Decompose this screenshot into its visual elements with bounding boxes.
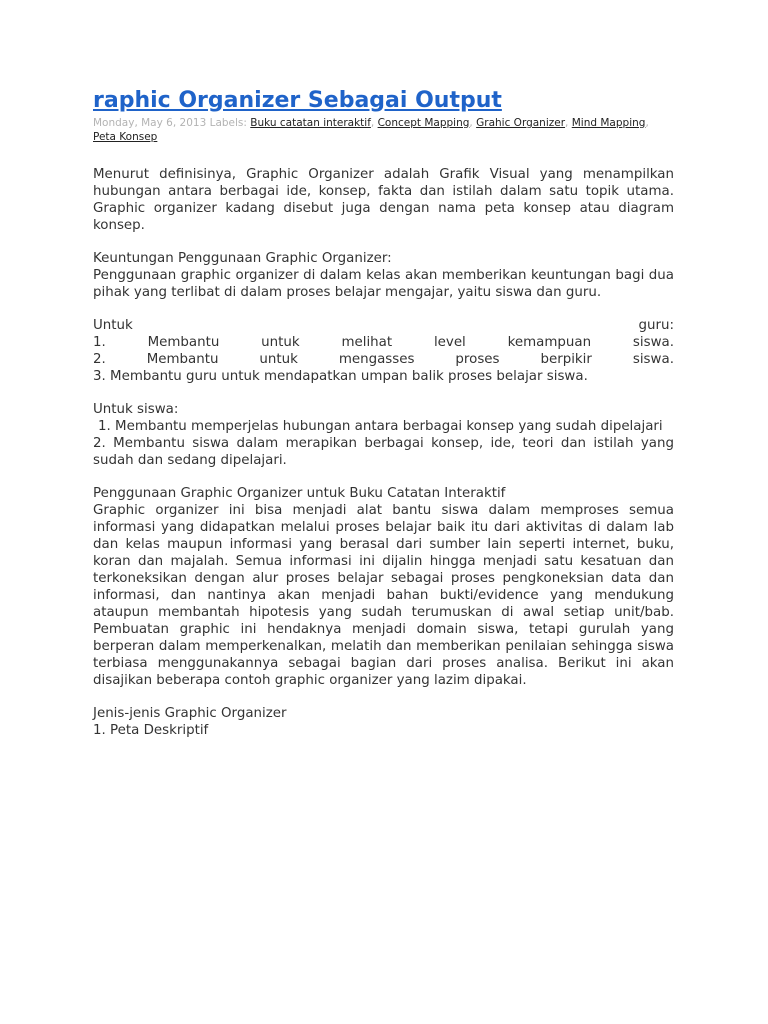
word: melihat <box>341 335 393 350</box>
word: siswa. <box>632 335 674 350</box>
word: berpikir <box>540 352 592 367</box>
word: 2. <box>93 352 106 367</box>
label-link-concept-mapping[interactable]: Concept Mapping <box>377 117 470 129</box>
word: Membantu <box>146 352 219 367</box>
advantages-heading: Keuntungan Penggunaan Graphic Organizer: <box>93 251 392 266</box>
teacher-heading-word: Untuk <box>93 318 133 333</box>
labels-prefix: Labels: <box>209 117 247 129</box>
interactive-notebook-section <box>93 485 674 689</box>
word: untuk <box>261 335 300 350</box>
word: 1. <box>93 335 106 350</box>
student-section <box>93 401 674 469</box>
teacher-item-1 <box>93 334 674 351</box>
word: Membantu <box>147 335 220 350</box>
post-meta <box>93 116 674 144</box>
label-separator: , <box>370 117 378 129</box>
label-link-peta-konsep[interactable]: Peta Konsep <box>93 131 158 143</box>
label-separator: , <box>645 117 649 129</box>
post-title-link[interactable]: raphic Organizer Sebagai Output <box>93 88 502 113</box>
advantages-section <box>93 250 674 301</box>
label-link-buku-catatan-interaktif[interactable]: Buku catatan interaktif <box>250 117 371 129</box>
definition-paragraph: Menurut definisinya, Graphic Organizer adalah Grafik Visual yang menampilkan hubungan antara berbagai ide, konsep, fakta dan istilah dalam satu topik utama. Graphic organizer kadang disebut juga dengan nama peta konsep atau diagram konsep. <box>93 167 674 233</box>
student-heading: Untuk siswa: <box>93 402 179 417</box>
teacher-item-3: 3. Membantu guru untuk mendapatkan umpan balik proses belajar siswa. <box>93 369 588 384</box>
word: level <box>433 335 466 350</box>
label-separator: , <box>565 117 572 129</box>
interactive-notebook-heading: Penggunaan Graphic Organizer untuk Buku Catatan Interaktif <box>93 486 506 501</box>
word: siswa. <box>632 352 674 367</box>
label-link-grahic-organizer[interactable]: Grahic Organizer <box>476 117 566 129</box>
word: kemampuan <box>507 335 592 350</box>
interactive-notebook-text: Graphic organizer ini bisa menjadi alat bantu siswa dalam memproses semua informasi yang didapatkan melalui proses belajar baik itu dari aktivitas di dalam lab dan kelas maupun informasi yang berasal dari sumber lain seperti internet, buku, koran dan majalah. Semua informasi ini dijalin hingga menjadi satu kesatuan dan terkoneksikan dengan alur proses belajar sebagai proses pengkoneksian data dan informasi, dan nantinya akan menjadi bahan bukti/evidence yang mendukung ataupun membantah hipotesis yang sudah terumuskan di awal setiap unit/bab. Pembuatan graphic ini hendaknya menjadi domain siswa, tetapi gurulah yang berperan dalam memperkenalkan, melatih dan memberikan penilaian sehingga siswa terbiasa menggunakannya sebagai bagian dari proses analisa. Berikut ini akan disajikan beberapa contoh graphic organizer yang lazim dipakai. <box>93 503 674 688</box>
teacher-heading <box>93 317 674 334</box>
teacher-section <box>93 317 674 385</box>
types-section <box>93 705 674 739</box>
types-heading: Jenis-jenis Graphic Organizer <box>93 706 287 721</box>
student-item-2: 2. Membantu siswa dalam merapikan berbagai konsep, ide, teori dan istilah yang sudah dan sedang dipelajari. <box>93 436 674 468</box>
label-link-mind-mapping[interactable]: Mind Mapping <box>571 117 646 129</box>
post-date: Monday, May 6, 2013 <box>93 117 207 129</box>
word: mengasses <box>338 352 415 367</box>
teacher-heading-word: guru: <box>638 318 674 333</box>
label-separator: , <box>469 117 477 129</box>
word: untuk <box>259 352 298 367</box>
types-item-1: 1. Peta Deskriptif <box>93 723 209 738</box>
word: proses <box>455 352 500 367</box>
student-item-1: 1. Membantu memperjelas hubungan antara berbagai konsep yang sudah dipelajari <box>98 419 663 434</box>
teacher-item-2 <box>93 351 674 368</box>
advantages-text: Penggunaan graphic organizer di dalam kelas akan memberikan keuntungan bagi dua pihak yang terlibat di dalam proses belajar mengajar, yaitu siswa dan guru. <box>93 268 674 300</box>
